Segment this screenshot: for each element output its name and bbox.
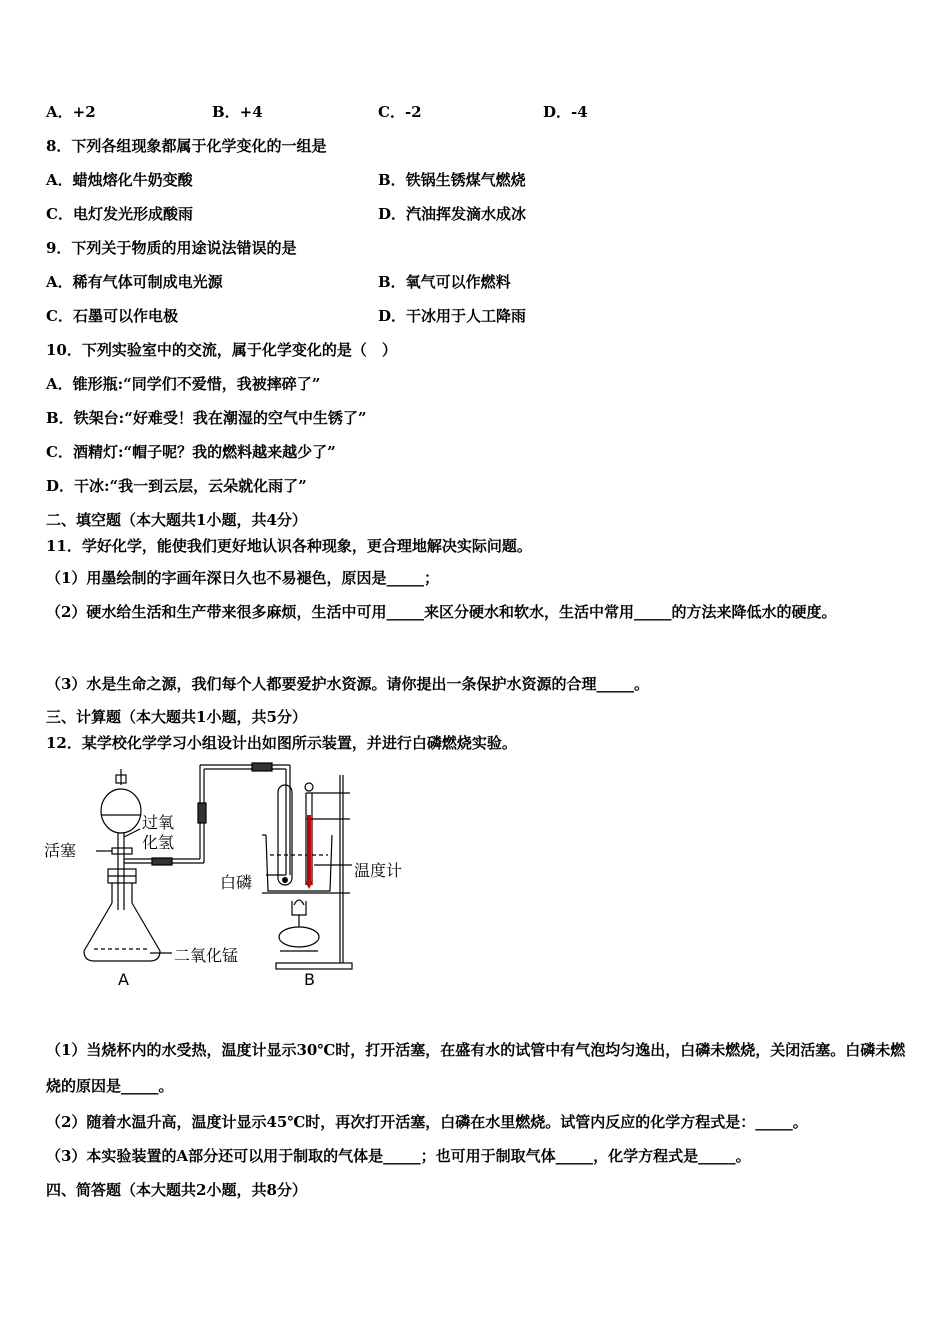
q10-stem: 10．下列实验室中的交流，属于化学变化的是（ ） xyxy=(46,341,397,359)
q8-option-c: C．电灯发光形成酸雨 xyxy=(46,205,193,223)
q7-option-b: B．+4 xyxy=(212,103,263,121)
q7-option-d: D．-4 xyxy=(543,103,588,121)
label-white-phosphorus: 白磷 xyxy=(220,873,253,892)
q12-part-2: （2）随着水温升高，温度计显示45℃时，再次打开活塞，白磷在水里燃烧。试管内反应的化学方程式是：_____。 xyxy=(46,1113,808,1131)
label-h2o2-line2: 化氢 xyxy=(142,833,175,852)
q12-stem: 12．某学校化学学习小组设计出如图所示装置，并进行白磷燃烧实验。 xyxy=(46,734,517,752)
q12-part-1: （1）当烧杯内的水受热，温度计显示30℃时，打开活塞，在盛有水的试管中有气泡均匀逸出，白磷未燃烧，关闭活塞。白磷未燃烧的原因是_____。 xyxy=(46,1041,906,1095)
q10-option-c: C．酒精灯:“帽子呢？我的燃料越来越少了” xyxy=(46,443,336,461)
section-3-heading: 三、计算题（本大题共1小题，共5分） xyxy=(46,708,307,726)
q10-option-b: B．铁架台:“好难受！我在潮湿的空气中生锈了” xyxy=(46,409,367,427)
label-valve: 活塞 xyxy=(44,841,77,860)
q11-part-2: （2）硬水给生活和生产带来很多麻烦，生活中可用_____来区分硬水和软水，生活中常用_____的方法来降低水的硬度。 xyxy=(46,603,837,621)
q8-stem: 8．下列各组现象都属于化学变化的一组是 xyxy=(46,137,327,155)
q9-option-c: C．石墨可以作电极 xyxy=(46,307,178,325)
q11-part-1: （1）用墨绘制的字画年深日久也不易褪色，原因是_____； xyxy=(46,569,439,587)
q9-option-b: B．氧气可以作燃料 xyxy=(378,273,511,291)
q8-option-d: D．汽油挥发滴水成冰 xyxy=(378,205,527,223)
label-apparatus-a: A xyxy=(118,970,129,989)
section-2-heading: 二、填空题（本大题共1小题，共4分） xyxy=(46,511,307,529)
q10-option-d: D．干冰:“我一到云层，云朵就化雨了” xyxy=(46,477,307,495)
q10-option-a: A．锥形瓶:“同学们不爱惜，我被摔碎了” xyxy=(46,375,321,393)
apparatus-figure xyxy=(40,755,420,995)
q12-part-3: （3）本实验装置的A部分还可以用于制取的气体是_____；也可用于制取气体_____，化学方程式是_____。 xyxy=(46,1147,751,1165)
q11-stem: 11．学好化学，能使我们更好地认识各种现象，更合理地解决实际问题。 xyxy=(46,537,532,555)
q7-option-a: A．+2 xyxy=(46,103,96,121)
label-h2o2-line1: 过氧 xyxy=(142,813,175,832)
label-thermometer: 温度计 xyxy=(354,861,403,880)
q9-option-a: A．稀有气体可制成电光源 xyxy=(46,273,223,291)
q9-option-d: D．干冰用于人工降雨 xyxy=(378,307,527,325)
section-4-heading: 四、简答题（本大题共2小题，共8分） xyxy=(46,1181,307,1199)
q9-stem: 9．下列关于物质的用途说法错误的是 xyxy=(46,239,297,257)
label-apparatus-b: B xyxy=(304,970,315,989)
label-mno2: 二氧化锰 xyxy=(174,946,239,965)
q8-option-a: A．蜡烛熔化牛奶变酸 xyxy=(46,171,193,189)
q11-part-3: （3）水是生命之源，我们每个人都要爱护水资源。请你提出一条保护水资源的合理_____。 xyxy=(46,675,649,693)
q8-option-b: B．铁锅生锈煤气燃烧 xyxy=(378,171,526,189)
q7-option-c: C．-2 xyxy=(378,103,422,121)
